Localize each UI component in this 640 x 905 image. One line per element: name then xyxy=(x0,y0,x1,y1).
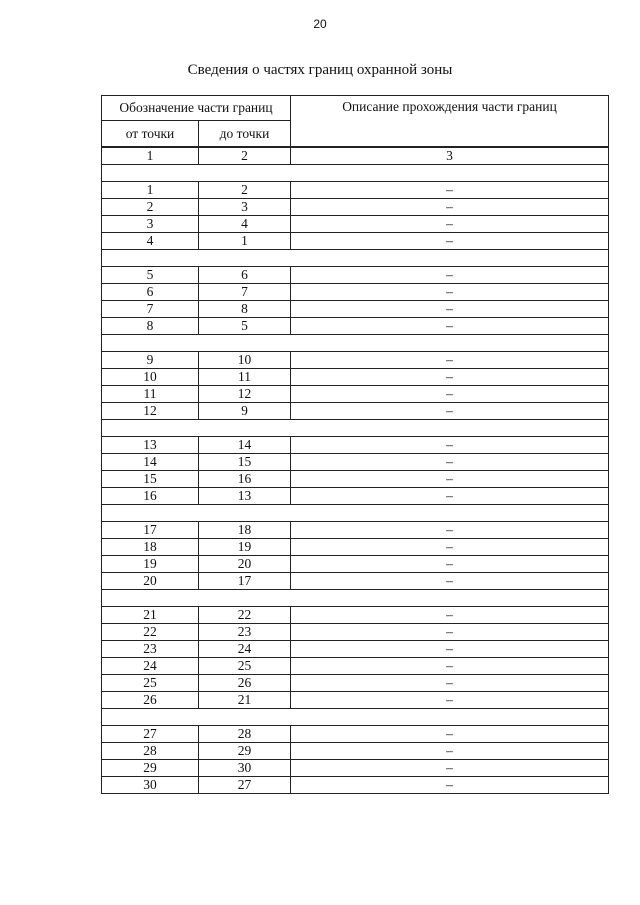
description-cell: – xyxy=(291,318,609,335)
description-cell: – xyxy=(291,182,609,199)
header-boundary-description: Описание прохождения части границ xyxy=(291,96,609,148)
from-point-cell: 20 xyxy=(102,573,199,590)
description-cell: – xyxy=(291,675,609,692)
to-point-cell: 27 xyxy=(199,777,291,794)
column-index: 3 xyxy=(291,147,609,165)
from-point-cell: 22 xyxy=(102,624,199,641)
from-point-cell: 9 xyxy=(102,352,199,369)
from-point-cell: 21 xyxy=(102,607,199,624)
group-separator-cell xyxy=(102,590,609,607)
group-separator-cell xyxy=(102,420,609,437)
description-cell: – xyxy=(291,403,609,420)
group-separator-row xyxy=(102,420,609,437)
table-row xyxy=(102,454,609,471)
table-row xyxy=(102,437,609,454)
to-point-cell: 22 xyxy=(199,607,291,624)
header-to-point: до точки xyxy=(199,121,291,148)
table-row xyxy=(102,556,609,573)
to-point-cell: 1 xyxy=(199,233,291,250)
page-number: 20 xyxy=(313,17,327,31)
table-row xyxy=(102,760,609,777)
from-point-cell: 25 xyxy=(102,675,199,692)
to-point-cell: 13 xyxy=(199,488,291,505)
from-point-cell: 2 xyxy=(102,199,199,216)
table-row xyxy=(102,522,609,539)
table-row xyxy=(102,692,609,709)
description-cell: – xyxy=(291,777,609,794)
to-point-cell: 25 xyxy=(199,658,291,675)
to-point-cell: 12 xyxy=(199,386,291,403)
from-point-cell: 6 xyxy=(102,284,199,301)
table-row xyxy=(102,386,609,403)
to-point-cell: 29 xyxy=(199,743,291,760)
from-point-cell: 19 xyxy=(102,556,199,573)
header-boundary-designation: Обозначение части границ xyxy=(102,96,291,121)
description-cell: – xyxy=(291,199,609,216)
from-point-cell: 15 xyxy=(102,471,199,488)
to-point-cell: 15 xyxy=(199,454,291,471)
description-cell: – xyxy=(291,522,609,539)
to-point-cell: 7 xyxy=(199,284,291,301)
document-title: Сведения о частях границ охранной зоны xyxy=(187,62,453,78)
to-point-cell: 21 xyxy=(199,692,291,709)
group-separator-cell xyxy=(102,505,609,522)
from-point-cell: 16 xyxy=(102,488,199,505)
from-point-cell: 29 xyxy=(102,760,199,777)
table-row xyxy=(102,743,609,760)
to-point-cell: 19 xyxy=(199,539,291,556)
description-cell: – xyxy=(291,658,609,675)
to-point-cell: 14 xyxy=(199,437,291,454)
column-index-row xyxy=(102,147,609,165)
from-point-cell: 27 xyxy=(102,726,199,743)
description-cell: – xyxy=(291,454,609,471)
table-row xyxy=(102,573,609,590)
description-cell: – xyxy=(291,369,609,386)
column-index: 2 xyxy=(199,147,291,165)
group-separator-row xyxy=(102,165,609,182)
table-header-row xyxy=(102,96,609,121)
from-point-cell: 1 xyxy=(102,182,199,199)
from-point-cell: 18 xyxy=(102,539,199,556)
from-point-cell: 17 xyxy=(102,522,199,539)
group-separator-row xyxy=(102,505,609,522)
column-index: 1 xyxy=(102,147,199,165)
table-row xyxy=(102,607,609,624)
table-row xyxy=(102,369,609,386)
from-point-cell: 24 xyxy=(102,658,199,675)
to-point-cell: 5 xyxy=(199,318,291,335)
header-from-point: от точки xyxy=(102,121,199,148)
from-point-cell: 30 xyxy=(102,777,199,794)
description-cell: – xyxy=(291,539,609,556)
description-cell: – xyxy=(291,573,609,590)
table-row xyxy=(102,284,609,301)
boundary-parts-table xyxy=(101,95,609,794)
description-cell: – xyxy=(291,437,609,454)
table-row xyxy=(102,471,609,488)
from-point-cell: 10 xyxy=(102,369,199,386)
table-row xyxy=(102,658,609,675)
group-separator-cell xyxy=(102,165,609,182)
to-point-cell: 23 xyxy=(199,624,291,641)
table-row xyxy=(102,233,609,250)
table-row xyxy=(102,199,609,216)
from-point-cell: 23 xyxy=(102,641,199,658)
description-cell: – xyxy=(291,386,609,403)
to-point-cell: 26 xyxy=(199,675,291,692)
description-cell: – xyxy=(291,641,609,658)
group-separator-cell xyxy=(102,250,609,267)
to-point-cell: 16 xyxy=(199,471,291,488)
table-row xyxy=(102,726,609,743)
description-cell: – xyxy=(291,284,609,301)
description-cell: – xyxy=(291,760,609,777)
table-row xyxy=(102,182,609,199)
from-point-cell: 14 xyxy=(102,454,199,471)
description-cell: – xyxy=(291,216,609,233)
description-cell: – xyxy=(291,488,609,505)
to-point-cell: 9 xyxy=(199,403,291,420)
table-row xyxy=(102,641,609,658)
table-row xyxy=(102,318,609,335)
group-separator-row xyxy=(102,590,609,607)
from-point-cell: 3 xyxy=(102,216,199,233)
description-cell: – xyxy=(291,692,609,709)
table-row xyxy=(102,403,609,420)
from-point-cell: 4 xyxy=(102,233,199,250)
table-row xyxy=(102,624,609,641)
table-row xyxy=(102,352,609,369)
from-point-cell: 5 xyxy=(102,267,199,284)
from-point-cell: 11 xyxy=(102,386,199,403)
description-cell: – xyxy=(291,743,609,760)
group-separator-cell xyxy=(102,335,609,352)
to-point-cell: 24 xyxy=(199,641,291,658)
description-cell: – xyxy=(291,556,609,573)
from-point-cell: 7 xyxy=(102,301,199,318)
from-point-cell: 26 xyxy=(102,692,199,709)
table-row xyxy=(102,488,609,505)
table-row xyxy=(102,539,609,556)
from-point-cell: 12 xyxy=(102,403,199,420)
description-cell: – xyxy=(291,301,609,318)
from-point-cell: 8 xyxy=(102,318,199,335)
group-separator-row xyxy=(102,709,609,726)
description-cell: – xyxy=(291,352,609,369)
description-cell: – xyxy=(291,624,609,641)
to-point-cell: 28 xyxy=(199,726,291,743)
table-row xyxy=(102,216,609,233)
to-point-cell: 3 xyxy=(199,199,291,216)
to-point-cell: 4 xyxy=(199,216,291,233)
table-row xyxy=(102,301,609,318)
description-cell: – xyxy=(291,233,609,250)
description-cell: – xyxy=(291,471,609,488)
to-point-cell: 17 xyxy=(199,573,291,590)
group-separator-row xyxy=(102,250,609,267)
table-row xyxy=(102,675,609,692)
table-row xyxy=(102,267,609,284)
from-point-cell: 28 xyxy=(102,743,199,760)
to-point-cell: 8 xyxy=(199,301,291,318)
group-separator-row xyxy=(102,335,609,352)
to-point-cell: 11 xyxy=(199,369,291,386)
to-point-cell: 2 xyxy=(199,182,291,199)
to-point-cell: 18 xyxy=(199,522,291,539)
description-cell: – xyxy=(291,726,609,743)
to-point-cell: 10 xyxy=(199,352,291,369)
group-separator-cell xyxy=(102,709,609,726)
to-point-cell: 20 xyxy=(199,556,291,573)
description-cell: – xyxy=(291,607,609,624)
to-point-cell: 6 xyxy=(199,267,291,284)
description-cell: – xyxy=(291,267,609,284)
table-row xyxy=(102,777,609,794)
to-point-cell: 30 xyxy=(199,760,291,777)
from-point-cell: 13 xyxy=(102,437,199,454)
